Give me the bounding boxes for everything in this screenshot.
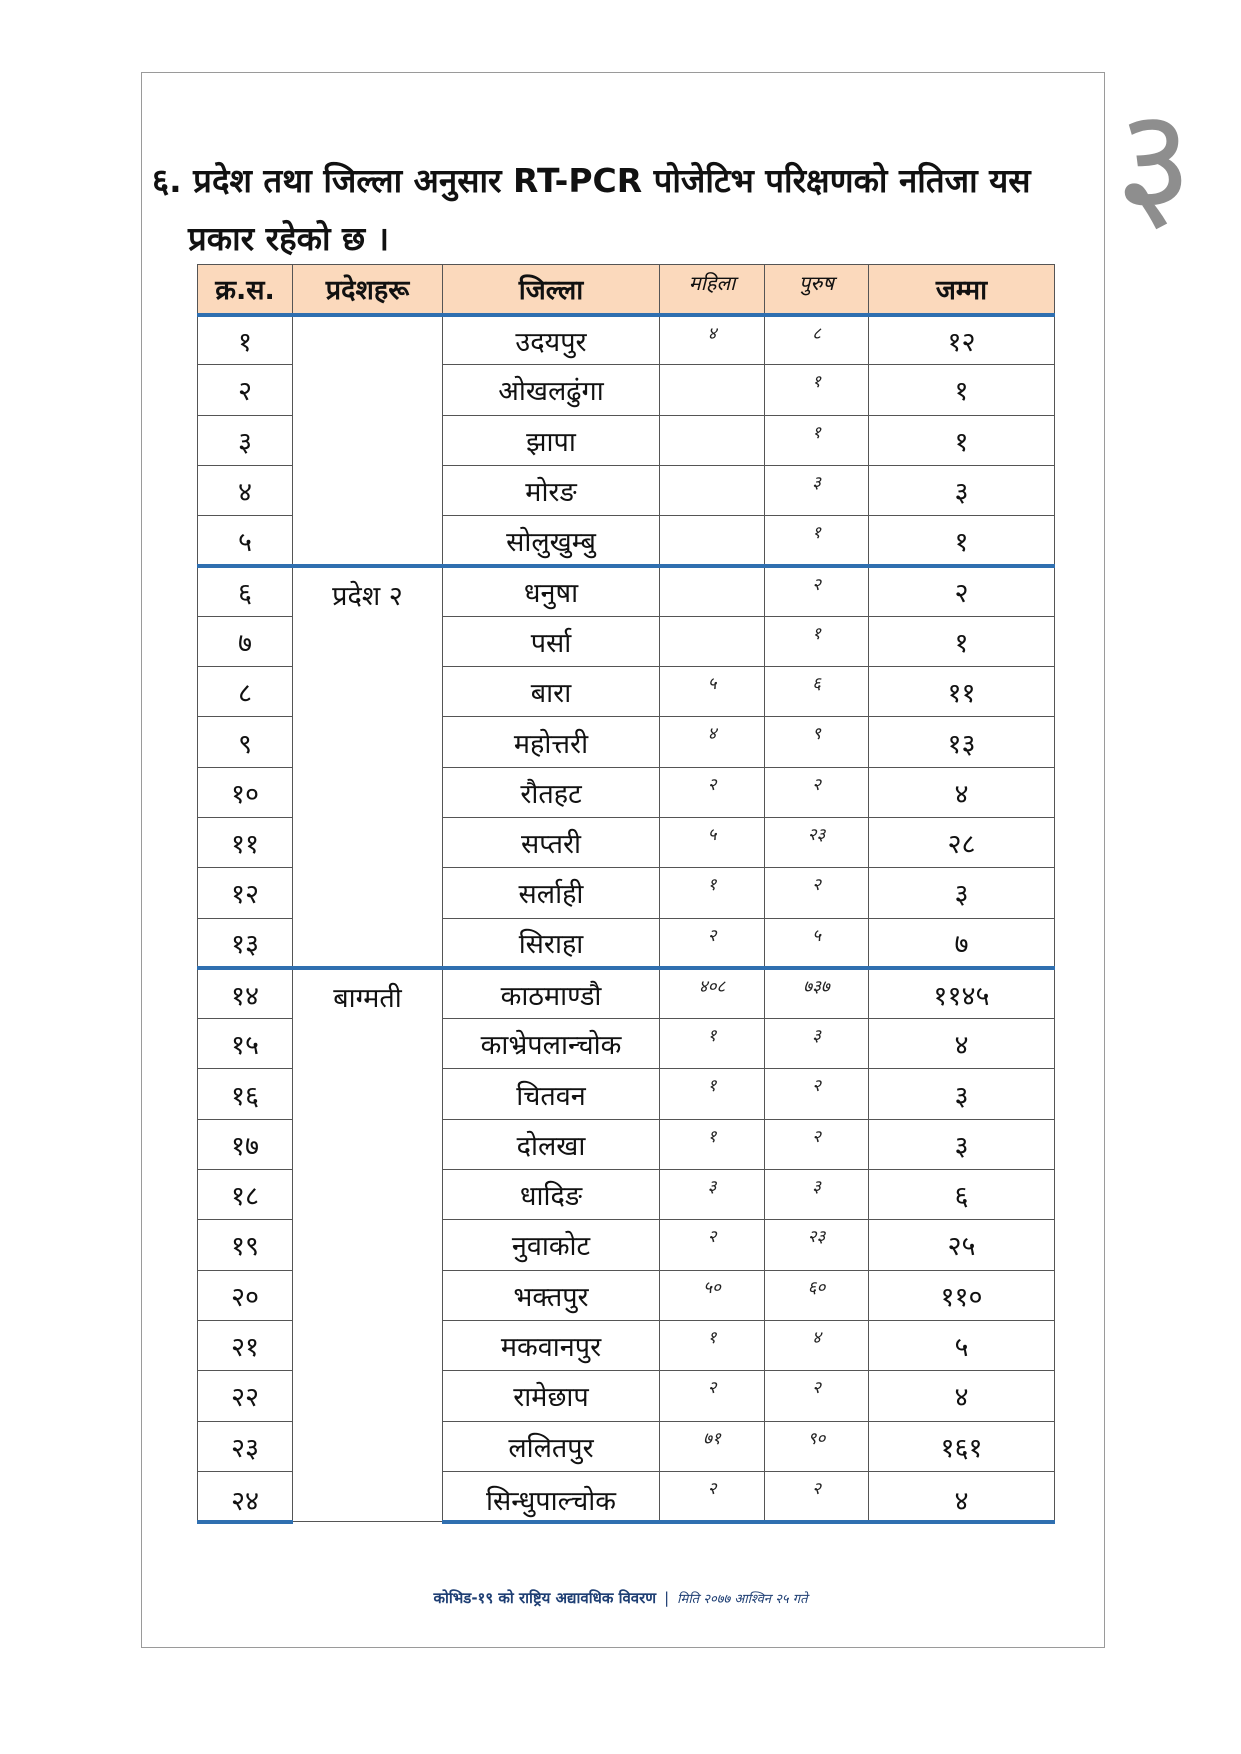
cell-total: १३ [869,717,1055,767]
page-number: ३ [1115,76,1194,250]
table-row [198,566,1055,616]
cell-male: २ [765,868,869,918]
cell-total: ४ [869,1019,1055,1069]
cell-female: ३ [660,1170,765,1220]
cell-sn: २ [198,365,293,415]
cell-total: ४ [869,1471,1055,1521]
cell-sn: ९ [198,717,293,767]
cell-female: २ [660,1471,765,1521]
cell-female: १ [660,868,765,918]
header-sn: क्र.स. [198,265,293,315]
cell-sn: १५ [198,1019,293,1069]
cell-female [660,516,765,566]
cell-total: ७ [869,918,1055,968]
section-heading [152,152,1092,268]
cell-district: नुवाकोट [443,1220,660,1270]
cell-total: ५ [869,1320,1055,1370]
cell-male: २ [765,566,869,616]
cell-sn: १० [198,767,293,817]
cell-total: ३ [869,1069,1055,1119]
footer [0,1588,1241,1608]
table-header-row [198,265,1055,315]
cell-female [660,566,765,616]
cell-district: रामेछाप [443,1371,660,1421]
cell-sn: ७ [198,616,293,666]
cell-female: १ [660,1320,765,1370]
cell-district: काठमाण्डौ [443,968,660,1018]
cell-total: १६१ [869,1421,1055,1471]
cell-sn: ११ [198,817,293,867]
cell-total: २५ [869,1220,1055,1270]
cell-district: धादिङ [443,1170,660,1220]
cell-female: २ [660,767,765,817]
cell-total: १ [869,516,1055,566]
cell-male: २ [765,1069,869,1119]
cell-male: ३ [765,1019,869,1069]
cell-male: ५ [765,918,869,968]
cell-male: १ [765,415,869,465]
cell-district: सर्लाही [443,868,660,918]
cell-male: २ [765,767,869,817]
cell-total: २ [869,566,1055,616]
cell-total: १२ [869,315,1055,365]
cell-district: भक्तपुर [443,1270,660,1320]
table-row [198,315,1055,365]
cell-female: ४ [660,315,765,365]
cell-female: ४ [660,717,765,767]
cell-district: धनुषा [443,566,660,616]
cell-total: १ [869,365,1055,415]
cell-province: प्रदेश २ [293,566,443,968]
cell-district: सोलुखुम्बु [443,516,660,566]
cell-sn: २३ [198,1421,293,1471]
cell-male: २ [765,1471,869,1521]
header-province: प्रदेशहरू [293,265,443,315]
cell-male: ४ [765,1320,869,1370]
cell-female [660,365,765,415]
cell-district: काभ्रेपलान्चोक [443,1019,660,1069]
cell-sn: ३ [198,415,293,465]
cell-female: १ [660,1019,765,1069]
cell-male: १ [765,365,869,415]
cell-sn: १६ [198,1069,293,1119]
heading-line-2: प्रकार रहेको छ । [188,219,390,258]
cell-sn: १२ [198,868,293,918]
footer-title: कोभिड-१९ को राष्ट्रिय अद्यावधिक विवरण [433,1589,657,1607]
cell-female [660,465,765,515]
header-district: जिल्ला [443,265,660,315]
cell-district: दोलखा [443,1119,660,1169]
header-male: पुरुष [765,265,869,315]
cell-female: ५० [660,1270,765,1320]
cell-total: ११ [869,667,1055,717]
cell-male: १ [765,516,869,566]
cell-district: चितवन [443,1069,660,1119]
cell-total: ६ [869,1170,1055,1220]
table-body [198,315,1055,1522]
cell-sn: १४ [198,968,293,1018]
cell-total: ११० [869,1270,1055,1320]
cell-sn: २१ [198,1320,293,1370]
cell-sn: १७ [198,1119,293,1169]
cell-sn: २२ [198,1371,293,1421]
cell-male: २३ [765,817,869,867]
cell-sn: २० [198,1270,293,1320]
cell-female: ७१ [660,1421,765,1471]
cell-district: ओखलढुंगा [443,365,660,415]
cell-female: १ [660,1119,765,1169]
cell-male: ३ [765,465,869,515]
cell-female: ४०८ [660,968,765,1018]
cell-district: मोरङ [443,465,660,515]
footer-date: मिति २०७७ आश्विन २५ गते [677,1592,808,1607]
cell-sn: ४ [198,465,293,515]
cell-sn: ८ [198,667,293,717]
cell-female: ५ [660,667,765,717]
cell-sn: ५ [198,516,293,566]
cell-total: ३ [869,465,1055,515]
cell-male: १ [765,616,869,666]
cell-district: बारा [443,667,660,717]
table-row [198,968,1055,1018]
cell-male: ६० [765,1270,869,1320]
cell-district: महोत्तरी [443,717,660,767]
cell-male: २ [765,1371,869,1421]
cell-district: सिराहा [443,918,660,968]
cell-sn: १३ [198,918,293,968]
cell-sn: १९ [198,1220,293,1270]
cell-total: १ [869,616,1055,666]
cell-male: २३ [765,1220,869,1270]
cell-male: ८ [765,315,869,365]
cell-sn: १८ [198,1170,293,1220]
cell-sn: २४ [198,1471,293,1521]
cell-male: ३ [765,1170,869,1220]
cell-male: ६ [765,667,869,717]
cell-district: रौतहट [443,767,660,817]
footer-separator: | [664,1589,670,1607]
cell-female: २ [660,1220,765,1270]
cell-male: ९ [765,717,869,767]
cell-male: ७३७ [765,968,869,1018]
cell-province [293,315,443,566]
cell-total: ४ [869,767,1055,817]
cell-female: २ [660,1371,765,1421]
cell-district: ललितपुर [443,1421,660,1471]
cell-district: पर्सा [443,616,660,666]
cell-female [660,616,765,666]
cell-female: ५ [660,817,765,867]
cell-female [660,415,765,465]
cell-male: २ [765,1119,869,1169]
header-female: महिला [660,265,765,315]
cell-female: २ [660,918,765,968]
cell-district: झापा [443,415,660,465]
heading-line-1: ६. प्रदेश तथा जिल्ला अनुसार RT-PCR पोजेटिभ परिक्षणको नतिजा यस [152,161,1031,200]
cell-sn: १ [198,315,293,365]
cell-district: सप्तरी [443,817,660,867]
cell-district: मकवानपुर [443,1320,660,1370]
cell-total: २८ [869,817,1055,867]
cell-total: ११४५ [869,968,1055,1018]
cell-total: ३ [869,1119,1055,1169]
cell-total: १ [869,415,1055,465]
header-total: जम्मा [869,265,1055,315]
cell-district: सिन्धुपाल्चोक [443,1471,660,1521]
cell-district: उदयपुर [443,315,660,365]
cell-sn: ६ [198,566,293,616]
cell-total: ३ [869,868,1055,918]
cell-male: ९० [765,1421,869,1471]
cell-province: बाग्मती [293,968,443,1521]
cell-female: १ [660,1069,765,1119]
cell-total: ४ [869,1371,1055,1421]
district-results-table [197,264,1055,1524]
